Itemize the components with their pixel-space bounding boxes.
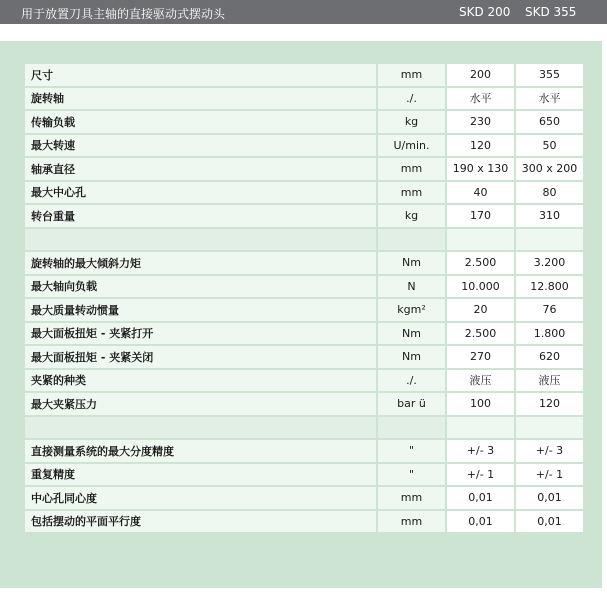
row-value-skd355: +/- 1 [516, 464, 583, 486]
row-value-skd200: 10.000 [447, 276, 514, 298]
row-label: 最大中心孔 [25, 182, 376, 204]
column-header-skd200: SKD 200 [459, 5, 511, 19]
row-unit [378, 417, 445, 439]
row-value-skd355: +/- 3 [516, 440, 583, 462]
row-unit: mm [378, 511, 445, 533]
row-value-skd200: 2.500 [447, 252, 514, 274]
row-unit: Nm [378, 346, 445, 368]
row-unit: Nm [378, 323, 445, 345]
row-value-skd355: 300 x 200 [516, 158, 583, 180]
table-row [25, 440, 583, 462]
row-label: 转台重量 [25, 205, 376, 227]
row-label: 最大质量转动惯量 [25, 299, 376, 321]
row-label: 轴承直径 [25, 158, 376, 180]
row-value-skd355: 0,01 [516, 487, 583, 509]
row-label: 旋转轴 [25, 88, 376, 110]
row-value-skd200: +/- 3 [447, 440, 514, 462]
row-value-skd200: 100 [447, 393, 514, 415]
row-value-skd355: 76 [516, 299, 583, 321]
row-value-skd200: 0,01 [447, 487, 514, 509]
row-value-skd200: 2.500 [447, 323, 514, 345]
table-row [25, 511, 583, 533]
table-row [25, 64, 583, 86]
row-value-skd355: 50 [516, 135, 583, 157]
row-value-skd355: 1.800 [516, 323, 583, 345]
table-row [25, 182, 583, 204]
row-unit: mm [378, 487, 445, 509]
row-value-skd355: 620 [516, 346, 583, 368]
row-label: 重复精度 [25, 464, 376, 486]
row-label: 最大夹紧压力 [25, 393, 376, 415]
row-unit: mm [378, 182, 445, 204]
row-value-skd355: 0,01 [516, 511, 583, 533]
row-value-skd200: 水平 [447, 88, 514, 110]
row-label: 中心孔同心度 [25, 487, 376, 509]
column-header-skd355: SKD 355 [525, 5, 577, 19]
row-unit: " [378, 464, 445, 486]
row-unit: ./. [378, 370, 445, 392]
row-label: 尺寸 [25, 64, 376, 86]
row-value-skd200: 230 [447, 111, 514, 133]
table-header-bar [0, 0, 607, 24]
row-value-skd200 [447, 229, 514, 251]
table-row [25, 393, 583, 415]
row-value-skd200 [447, 417, 514, 439]
table-row [25, 158, 583, 180]
spacer-row [25, 229, 583, 251]
row-unit: N [378, 276, 445, 298]
row-unit: ./. [378, 88, 445, 110]
row-label: 最大转速 [25, 135, 376, 157]
row-value-skd355: 355 [516, 64, 583, 86]
row-unit: " [378, 440, 445, 462]
table-row [25, 299, 583, 321]
row-value-skd355: 120 [516, 393, 583, 415]
row-label: 传输负载 [25, 111, 376, 133]
row-value-skd355: 310 [516, 205, 583, 227]
row-value-skd200: 40 [447, 182, 514, 204]
row-value-skd200: 20 [447, 299, 514, 321]
row-label: 最大轴向负载 [25, 276, 376, 298]
row-value-skd200: 0,01 [447, 511, 514, 533]
table-row [25, 88, 583, 110]
row-value-skd200: 170 [447, 205, 514, 227]
spec-table [23, 62, 585, 534]
row-value-skd355: 650 [516, 111, 583, 133]
row-unit: Nm [378, 252, 445, 274]
row-label [25, 417, 376, 439]
table-row [25, 276, 583, 298]
row-label [25, 229, 376, 251]
table-row [25, 487, 583, 509]
table-row [25, 464, 583, 486]
row-value-skd200: 液压 [447, 370, 514, 392]
row-label: 包括摆动的平面平行度 [25, 511, 376, 533]
row-unit: mm [378, 158, 445, 180]
row-value-skd200: 190 x 130 [447, 158, 514, 180]
table-row [25, 323, 583, 345]
row-label: 最大面板扭矩 - 夹紧打开 [25, 323, 376, 345]
row-value-skd355 [516, 229, 583, 251]
spec-panel [0, 41, 602, 588]
row-unit: kgm² [378, 299, 445, 321]
table-row [25, 135, 583, 157]
row-label: 最大面板扭矩 - 夹紧关闭 [25, 346, 376, 368]
table-row [25, 205, 583, 227]
table-row [25, 370, 583, 392]
table-title: 用于放置刀具主轴的直接驱动式摆动头 [21, 7, 226, 21]
row-value-skd200: 120 [447, 135, 514, 157]
table-row [25, 252, 583, 274]
table-row [25, 111, 583, 133]
row-label: 夹紧的种类 [25, 370, 376, 392]
row-value-skd355: 80 [516, 182, 583, 204]
row-unit: kg [378, 111, 445, 133]
table-row [25, 346, 583, 368]
row-value-skd355: 12.800 [516, 276, 583, 298]
row-value-skd200: 200 [447, 64, 514, 86]
row-value-skd355 [516, 417, 583, 439]
row-label: 直接测量系统的最大分度精度 [25, 440, 376, 462]
row-unit: bar ü [378, 393, 445, 415]
row-unit: mm [378, 64, 445, 86]
row-label: 旋转轴的最大倾斜力矩 [25, 252, 376, 274]
spacer-row [25, 417, 583, 439]
row-value-skd355: 水平 [516, 88, 583, 110]
row-value-skd200: +/- 1 [447, 464, 514, 486]
row-unit: U/min. [378, 135, 445, 157]
row-value-skd355: 液压 [516, 370, 583, 392]
row-value-skd355: 3.200 [516, 252, 583, 274]
row-value-skd200: 270 [447, 346, 514, 368]
row-unit: kg [378, 205, 445, 227]
row-unit [378, 229, 445, 251]
